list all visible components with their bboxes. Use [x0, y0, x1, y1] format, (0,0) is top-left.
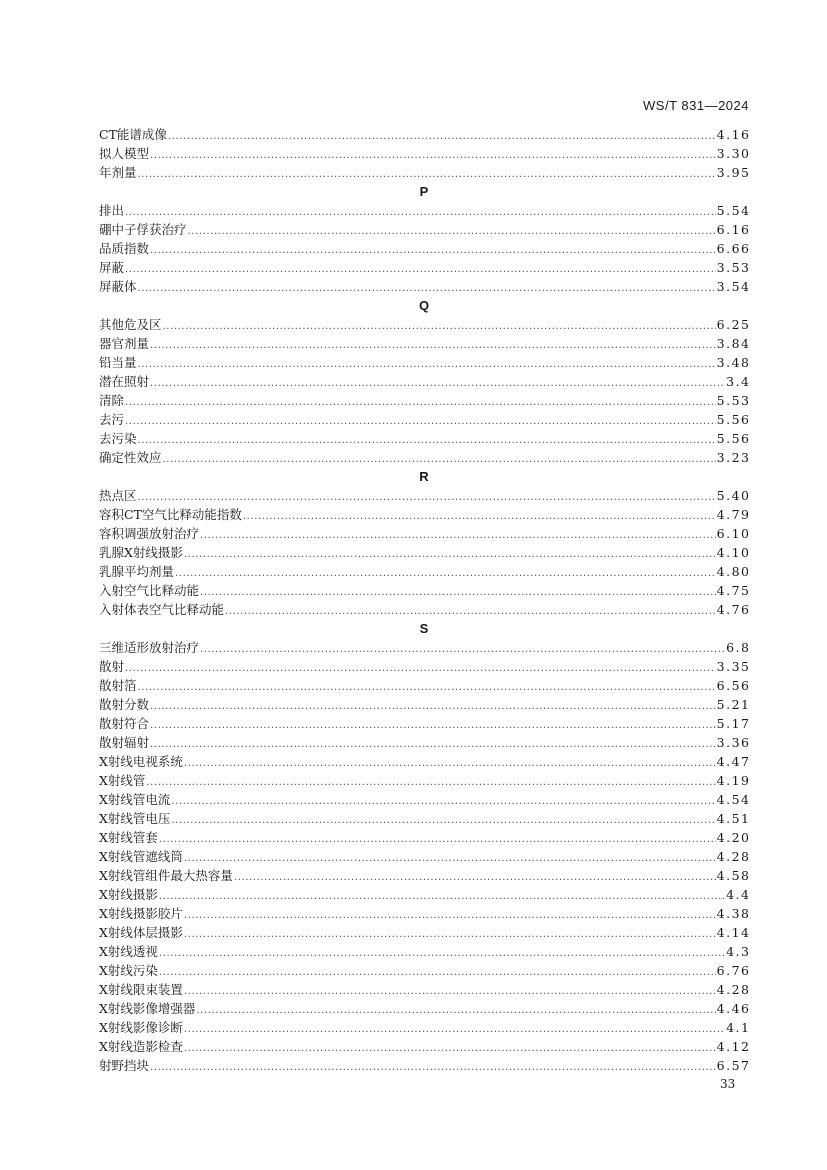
dot-leader — [188, 222, 716, 241]
dot-leader — [150, 735, 716, 754]
dot-leader — [150, 336, 716, 355]
index-entry — [99, 163, 749, 182]
entry-ref: 4.1 — [726, 1020, 751, 1035]
index-entry — [99, 524, 749, 543]
index-entry — [99, 999, 749, 1018]
entry-ref: 6.25 — [716, 317, 751, 332]
entry-term: 入射体表空气比释动能 — [99, 602, 225, 617]
entry-ref: 4.38 — [716, 906, 751, 921]
dot-leader — [138, 355, 716, 374]
entry-ref: 4.51 — [716, 811, 751, 826]
entry-term: X射线电视系统 — [99, 754, 183, 769]
entry-ref: 4.10 — [716, 545, 751, 560]
entry-term: 射野挡块 — [99, 1058, 150, 1073]
dot-leader — [125, 659, 716, 678]
entry-term: X射线限束装置 — [99, 982, 183, 997]
index-entry — [99, 733, 749, 752]
entry-term: 硼中子俘获治疗 — [99, 222, 187, 237]
dot-leader — [150, 697, 716, 716]
dot-leader — [159, 830, 716, 849]
entry-ref: 3.4 — [726, 374, 751, 389]
entry-term: 品质指数 — [99, 241, 150, 256]
entry-ref: 4.79 — [716, 507, 751, 522]
entry-term: 年剂量 — [99, 165, 137, 180]
dot-leader — [184, 982, 716, 1001]
entry-ref: 5.56 — [716, 431, 751, 446]
index-entry — [99, 581, 749, 600]
entry-ref: 4.4 — [726, 887, 751, 902]
entry-ref: 6.8 — [726, 640, 751, 655]
dot-leader — [159, 887, 725, 906]
entry-term: X射线影像增强器 — [99, 1001, 196, 1016]
entry-term: 屏蔽体 — [99, 279, 137, 294]
entry-term: 乳腺平均剂量 — [99, 564, 175, 579]
page-number: 33 — [720, 1077, 736, 1091]
index-entry — [99, 980, 749, 999]
entry-term: X射线管组件最大热容量 — [99, 868, 233, 883]
index-entry — [99, 657, 749, 676]
section-letter: Q — [418, 298, 430, 313]
dot-leader — [184, 906, 716, 925]
index-entry — [99, 258, 749, 277]
entry-term: 屏蔽 — [99, 260, 125, 275]
entry-term: X射线管电压 — [99, 811, 171, 826]
entry-ref: 5.40 — [716, 488, 751, 503]
entry-term: 容积CT空气比释动能指数 — [99, 507, 242, 522]
dot-leader — [243, 507, 716, 526]
index-entry — [99, 353, 749, 372]
entry-term: 散射符合 — [99, 716, 150, 731]
entry-ref: 4.3 — [726, 944, 751, 959]
index-entry — [99, 904, 749, 923]
index-entry — [99, 600, 749, 619]
index-entry — [99, 543, 749, 562]
index-entry — [99, 771, 749, 790]
entry-term: X射线造影检查 — [99, 1039, 183, 1054]
index-entry — [99, 220, 749, 239]
entry-term: 乳腺X射线摄影 — [99, 545, 183, 560]
index-entry — [99, 1037, 749, 1056]
section-letter: R — [419, 469, 429, 484]
index-entry — [99, 486, 749, 505]
entry-ref: 6.76 — [716, 963, 751, 978]
entry-ref: 5.17 — [716, 716, 751, 731]
section-letter: P — [419, 184, 429, 199]
entry-ref: 3.84 — [716, 336, 751, 351]
entry-term: 散射 — [99, 659, 125, 674]
index-entry — [99, 961, 749, 980]
entry-term: X射线管电流 — [99, 792, 171, 807]
entry-term: 拟人模型 — [99, 146, 150, 161]
entry-term: 器官剂量 — [99, 336, 150, 351]
index-entry — [99, 942, 749, 961]
entry-term: X射线污染 — [99, 963, 158, 978]
entry-term: 入射空气比释动能 — [99, 583, 200, 598]
dot-leader — [184, 754, 716, 773]
dot-leader — [184, 925, 716, 944]
dot-leader — [125, 412, 716, 431]
entry-term: 潜在照射 — [99, 374, 150, 389]
index-entry — [99, 391, 749, 410]
index-entry — [99, 372, 749, 391]
entry-term: 排出 — [99, 203, 125, 218]
document-id: WS/T 831—2024 — [643, 98, 749, 113]
index-entry — [99, 125, 749, 144]
index-entry — [99, 695, 749, 714]
dot-leader — [125, 203, 716, 222]
entry-term: 其他危及区 — [99, 317, 162, 332]
index-entry — [99, 809, 749, 828]
index-entry — [99, 752, 749, 771]
dot-leader — [150, 1058, 716, 1077]
dot-leader — [159, 963, 716, 982]
entry-term: X射线管 — [99, 773, 146, 788]
dot-leader — [138, 678, 716, 697]
entry-term: 热点区 — [99, 488, 137, 503]
index-entry — [99, 144, 749, 163]
entry-ref: 3.54 — [716, 279, 751, 294]
entry-ref: 4.28 — [716, 982, 751, 997]
dot-leader — [171, 792, 715, 811]
dot-leader — [200, 526, 716, 545]
entry-ref: 4.80 — [716, 564, 751, 579]
entry-term: 散射箔 — [99, 678, 137, 693]
entry-term: 散射辐射 — [99, 735, 150, 750]
entry-term: 散射分数 — [99, 697, 150, 712]
index-entry — [99, 505, 749, 524]
dot-leader — [150, 241, 716, 260]
entry-term: X射线管套 — [99, 830, 158, 845]
index-entry — [99, 429, 749, 448]
entry-ref: 4.20 — [716, 830, 751, 845]
dot-leader — [184, 545, 716, 564]
entry-term: CT能谱成像 — [99, 127, 167, 142]
dot-leader — [184, 849, 716, 868]
index-entry — [99, 1018, 749, 1037]
index-entry — [99, 790, 749, 809]
index-entry — [99, 847, 749, 866]
index-entry — [99, 448, 749, 467]
entry-ref: 4.58 — [716, 868, 751, 883]
entry-ref: 4.47 — [716, 754, 751, 769]
entry-ref: 6.16 — [716, 222, 751, 237]
entry-term: X射线管遮线筒 — [99, 849, 183, 864]
entry-ref: 5.54 — [716, 203, 751, 218]
entry-term: X射线摄影 — [99, 887, 158, 902]
dot-leader — [125, 393, 716, 412]
dot-leader — [159, 944, 725, 963]
index-entry — [99, 277, 749, 296]
entry-term: X射线体层摄影 — [99, 925, 183, 940]
dot-leader — [200, 583, 716, 602]
index-entry — [99, 714, 749, 733]
entry-ref: 3.35 — [716, 659, 751, 674]
index-entry — [99, 334, 749, 353]
entry-ref: 4.76 — [716, 602, 751, 617]
entry-ref: 4.46 — [716, 1001, 751, 1016]
entry-ref: 3.95 — [716, 165, 751, 180]
entry-ref: 3.48 — [716, 355, 751, 370]
entry-ref: 5.56 — [716, 412, 751, 427]
entry-term: 去污染 — [99, 431, 137, 446]
entry-ref: 6.56 — [716, 678, 751, 693]
dot-leader — [175, 564, 716, 583]
index-entry — [99, 410, 749, 429]
index-entry — [99, 201, 749, 220]
dot-leader — [150, 146, 716, 165]
dot-leader — [163, 317, 716, 336]
entry-term: 容积调强放射治疗 — [99, 526, 200, 541]
entry-term: 铅当量 — [99, 355, 137, 370]
entry-term: X射线透视 — [99, 944, 158, 959]
index-entry — [99, 866, 749, 885]
entry-ref: 3.30 — [716, 146, 751, 161]
index-entry — [99, 828, 749, 847]
index-entry — [99, 885, 749, 904]
section-letter: S — [419, 621, 429, 636]
index-entry — [99, 1056, 749, 1075]
entry-term: 三维适形放射治疗 — [99, 640, 200, 655]
entry-term: X射线摄影胶片 — [99, 906, 183, 921]
dot-leader — [146, 773, 715, 792]
entry-ref: 4.54 — [716, 792, 751, 807]
entry-ref: 5.53 — [716, 393, 751, 408]
entry-ref: 4.16 — [716, 127, 751, 142]
dot-leader — [196, 1001, 715, 1020]
dot-leader — [234, 868, 716, 887]
dot-leader — [200, 640, 725, 659]
index-entry — [99, 676, 749, 695]
dot-leader — [163, 450, 716, 469]
entry-ref: 6.57 — [716, 1058, 751, 1073]
entry-ref: 5.21 — [716, 697, 751, 712]
entry-term: X射线影像诊断 — [99, 1020, 183, 1035]
entry-term: 去污 — [99, 412, 125, 427]
index-entry — [99, 239, 749, 258]
dot-leader — [184, 1039, 716, 1058]
entry-ref: 3.23 — [716, 450, 751, 465]
dot-leader — [138, 431, 716, 450]
entry-ref: 4.14 — [716, 925, 751, 940]
term-index — [99, 125, 749, 1075]
entry-ref: 3.36 — [716, 735, 751, 750]
entry-ref: 4.12 — [716, 1039, 751, 1054]
entry-ref: 6.66 — [716, 241, 751, 256]
dot-leader — [168, 127, 716, 146]
dot-leader — [225, 602, 716, 621]
index-entry — [99, 923, 749, 942]
entry-ref: 4.19 — [716, 773, 751, 788]
dot-leader — [125, 260, 716, 279]
dot-leader — [150, 716, 716, 735]
entry-ref: 6.10 — [716, 526, 751, 541]
index-entry — [99, 638, 749, 657]
entry-ref: 4.75 — [716, 583, 751, 598]
entry-term: 清除 — [99, 393, 125, 408]
index-entry — [99, 562, 749, 581]
index-entry — [99, 315, 749, 334]
dot-leader — [150, 374, 725, 393]
entry-ref: 3.53 — [716, 260, 751, 275]
dot-leader — [171, 811, 715, 830]
entry-ref: 4.28 — [716, 849, 751, 864]
entry-term: 确定性效应 — [99, 450, 162, 465]
dot-leader — [184, 1020, 725, 1039]
